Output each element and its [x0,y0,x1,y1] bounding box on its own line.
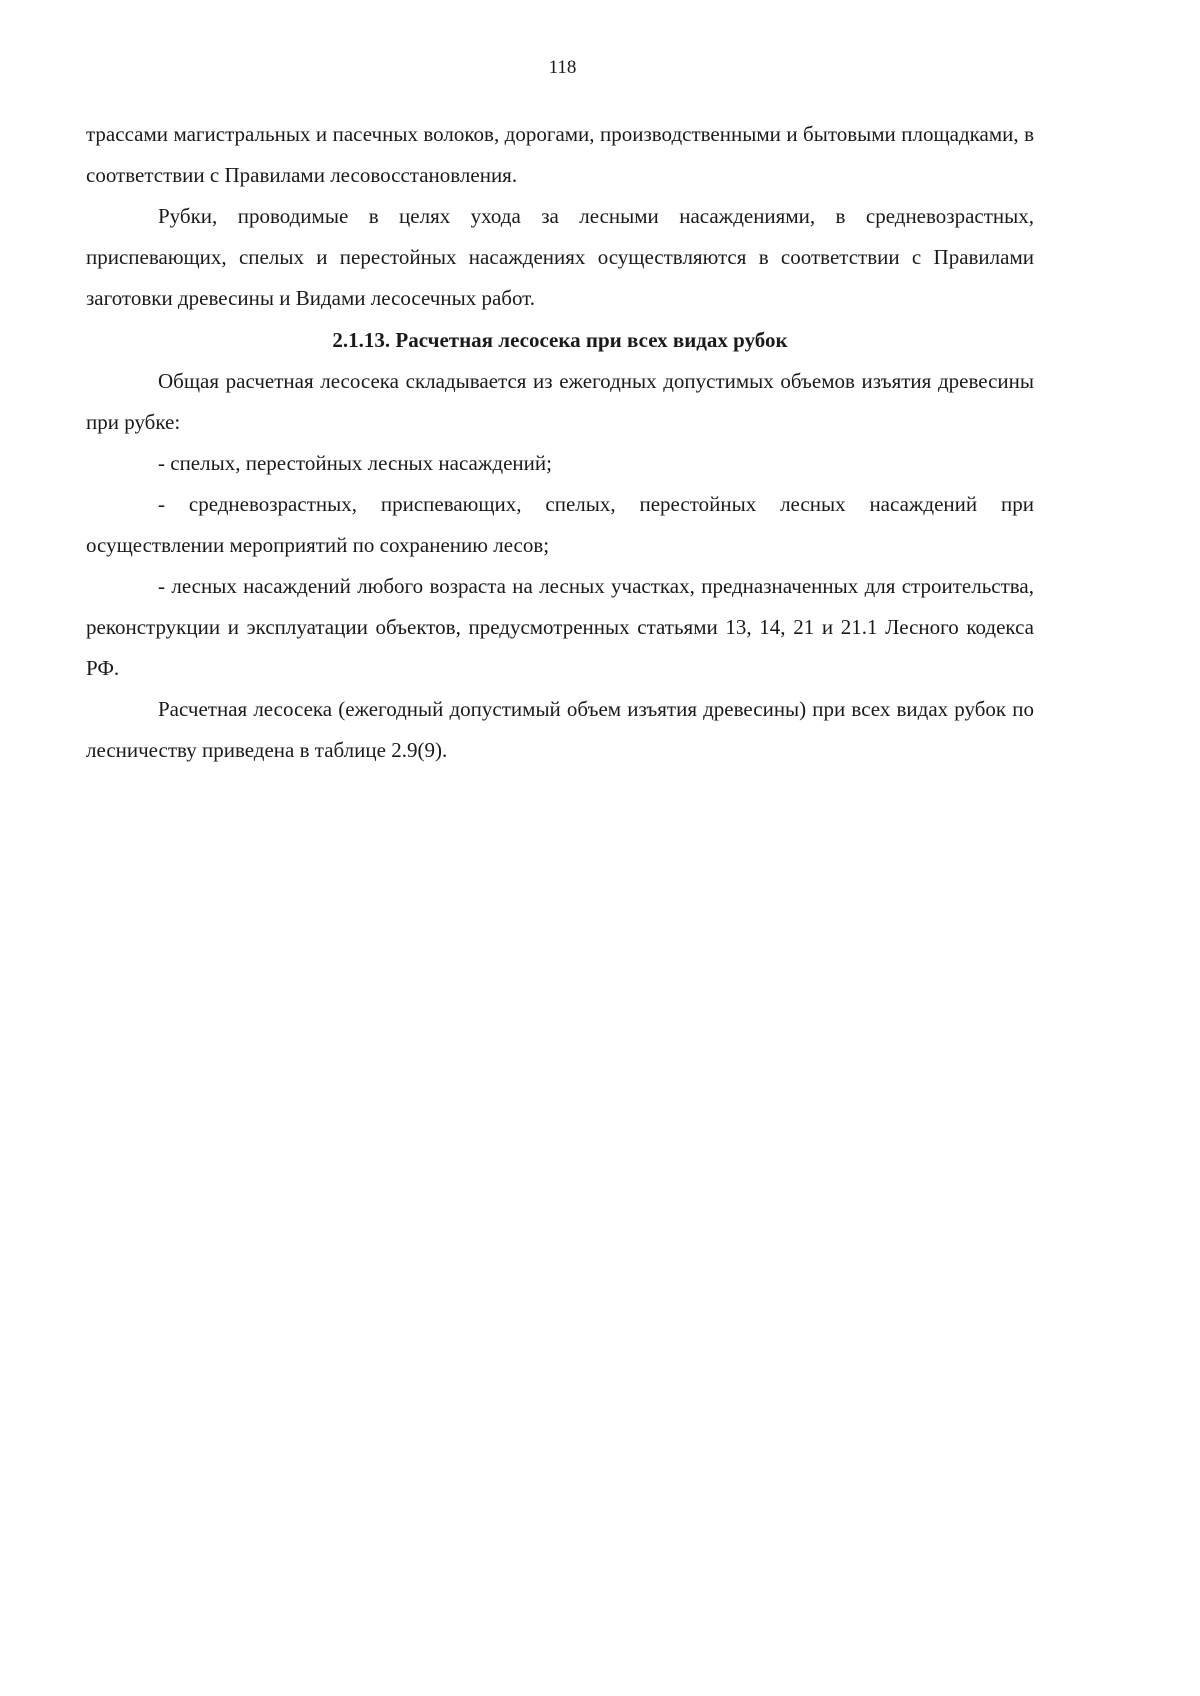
section-heading: 2.1.13. Расчетная лесосека при всех видах рубок [332,328,788,352]
paragraph-allowable-cut-intro: Общая расчетная лесосека складывается из ежегодных допустимых объемов изъятия древесины при рубке: [86,369,1034,434]
paragraph-thinning-cuts: Рубки, проводимые в целях ухода за лесными насаждениями, в средневозрастных, приспевающих, спелых и перестойных насаждениях осуществляются в соответствии с Правилами заготовки древесины и Видами лесосечных работ. [86,204,1034,310]
document-body [86,114,1034,771]
paragraph-table-reference: Расчетная лесосека (ежегодный допустимый объем изъятия древесины) при всех видах рубок по лесничеству приведена в таблице 2.9(9). [86,697,1034,762]
page-number: 118 [548,57,577,78]
list-item-construction-sites: - лесных насаждений любого возраста на лесных участках, предназначенных для строительства, реконструкции и эксплуатации объектов, предусмотренных статьями 13, 14, 21 и 21.1 Лесного кодекса РФ. [86,574,1034,680]
paragraph-continuation: трассами магистральных и пасечных волоков, дорогами, производственными и бытовыми площадками, в соответствии с Правилами лесовосстановления. [86,122,1034,187]
list-item-forest-protection: - средневозрастных, приспевающих, спелых, перестойных лесных насаждений при осуществлении мероприятий по сохранению лесов; [86,492,1034,557]
list-item-mature-stands: - спелых, перестойных лесных насаждений; [158,451,552,475]
